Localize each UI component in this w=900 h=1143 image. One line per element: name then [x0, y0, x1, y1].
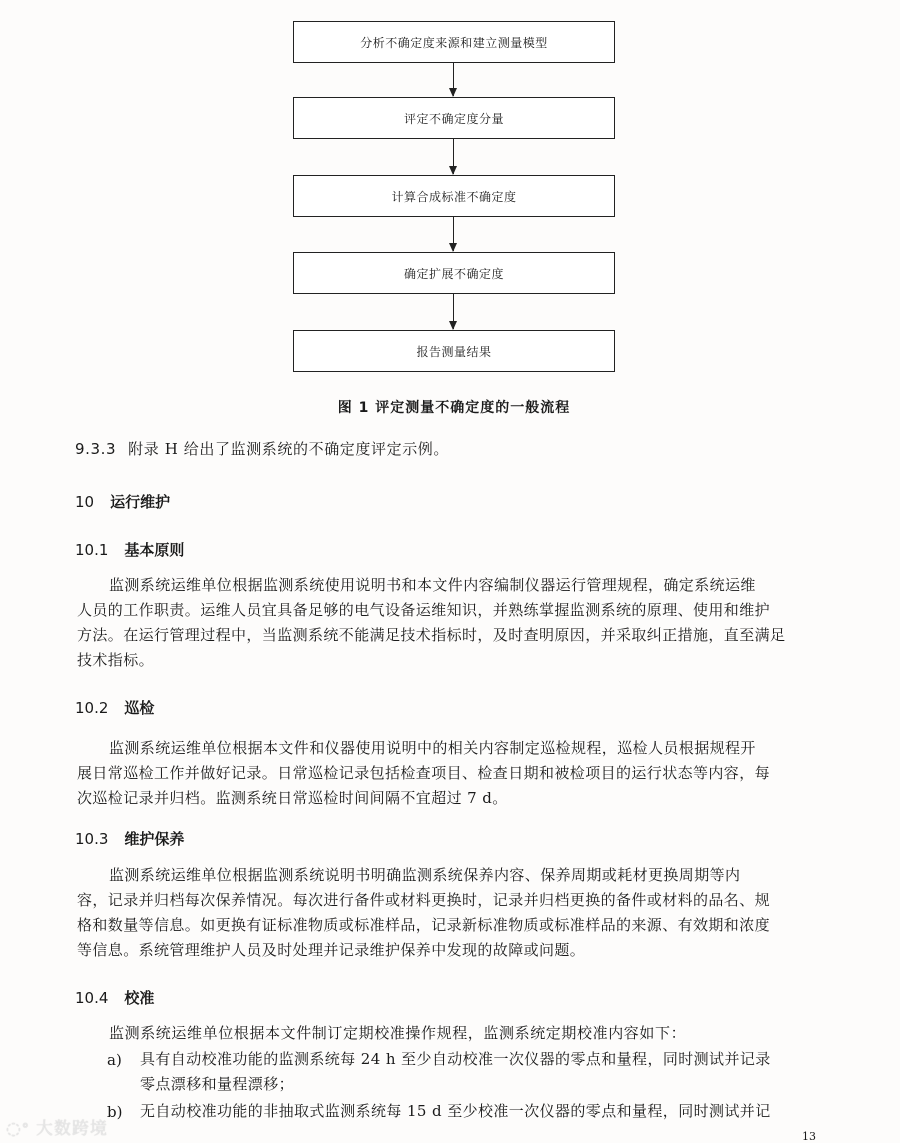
clause-text: 附录 H 给出了监测系统的不确定度评定示例。 [128, 440, 449, 458]
flow-step-4: 确定扩展不确定度 [293, 252, 615, 294]
list-label-b: b) [107, 1103, 123, 1121]
watermark-icon: ◌ᐤ [6, 1119, 36, 1139]
section-10-3-body [77, 863, 837, 963]
list-item-b [140, 1099, 840, 1124]
text-line: 具有自动校准功能的监测系统每 24 h 至少自动校准一次仪器的零点和量程，同时测试并记录 [140, 1050, 771, 1068]
section-title: 基本原则 [124, 541, 185, 559]
list-label-a: a) [107, 1051, 122, 1069]
text-line: 技术指标。 [77, 651, 155, 669]
section-number: 10.4 [75, 989, 109, 1007]
list-item-a [140, 1047, 840, 1097]
section-title: 巡检 [124, 699, 155, 717]
flow-step-5: 报告测量结果 [293, 330, 615, 372]
text-line: 方法。在运行管理过程中，当监测系统不能满足技术指标时，及时查明原因，并采取纠正措施，直至满足 [77, 626, 786, 644]
section-number: 10 [75, 493, 95, 511]
section-number: 10.1 [75, 541, 109, 559]
flow-arrow-2 [453, 139, 454, 174]
text-line: 人员的工作职责。运维人员宜具备足够的电气设备运维知识，并熟练掌握监测系统的原理、使用和维护 [77, 601, 771, 619]
text-line: 零点漂移和量程漂移； [140, 1075, 295, 1093]
text-line: 监测系统运维单位根据本文件和仪器使用说明中的相关内容制定巡检规程，巡检人员根据规程开 [109, 739, 756, 757]
flow-arrow-4 [453, 294, 454, 329]
figure-caption: 图 1 评定测量不确定度的一般流程 [337, 400, 571, 416]
text-line: 监测系统运维单位根据监测系统说明书明确监测系统保养内容、保养周期或耗材更换周期等内 [109, 866, 741, 884]
section-10-4-intro: 监测系统运维单位根据本文件制订定期校准操作规程，监测系统定期校准内容如下： [109, 1024, 687, 1042]
page-number: 13 [802, 1130, 816, 1143]
clause-9-3-3 [75, 438, 449, 459]
watermark-logo [6, 1114, 108, 1139]
clause-number: 9.3.3 [75, 440, 117, 458]
section-number: 10.2 [75, 699, 109, 717]
flow-step-3: 计算合成标准不确定度 [293, 175, 615, 217]
text-line: 监测系统运维单位根据监测系统使用说明书和本文件内容编制仪器运行管理规程，确定系统运维 [109, 576, 756, 594]
text-line: 格和数量等信息。如更换有证标准物质或标准样品，记录新标准物质或标准样品的来源、有效期和浓度 [77, 916, 771, 934]
section-10-1-body [77, 573, 837, 673]
text-line: 等信息。系统管理维护人员及时处理并记录维护保养中发现的故障或问题。 [77, 941, 586, 959]
section-number: 10.3 [75, 830, 109, 848]
section-10-3-heading [75, 828, 184, 849]
section-title: 校准 [124, 989, 155, 1007]
watermark-text: 大数跨境 [35, 1119, 108, 1139]
section-10-2-heading [75, 697, 154, 718]
flow-step-1: 分析不确定度来源和建立测量模型 [293, 21, 615, 63]
section-title: 维护保养 [124, 830, 185, 848]
flow-step-2: 评定不确定度分量 [293, 97, 615, 139]
text-line: 容，记录并归档每次保养情况。每次进行备件或材料更换时，记录并归档更换的备件或材料的品名、规 [77, 891, 771, 909]
text-line: 无自动校准功能的非抽取式监测系统每 15 d 至少校准一次仪器的零点和量程，同时测试并记 [140, 1102, 771, 1120]
text-line: 次巡检记录并归档。监测系统日常巡检时间间隔不宜超过 7 d。 [77, 789, 508, 807]
section-10-2-body [77, 736, 837, 811]
flow-arrow-3 [453, 217, 454, 251]
section-10-1-heading [75, 539, 184, 560]
section-10-heading [75, 491, 170, 512]
section-10-4-heading [75, 987, 154, 1008]
section-title: 运行维护 [110, 493, 171, 511]
text-line: 展日常巡检工作并做好记录。日常巡检记录包括检查项目、检查日期和被检项目的运行状态等内容，每 [77, 764, 771, 782]
flow-arrow-1 [453, 63, 454, 96]
